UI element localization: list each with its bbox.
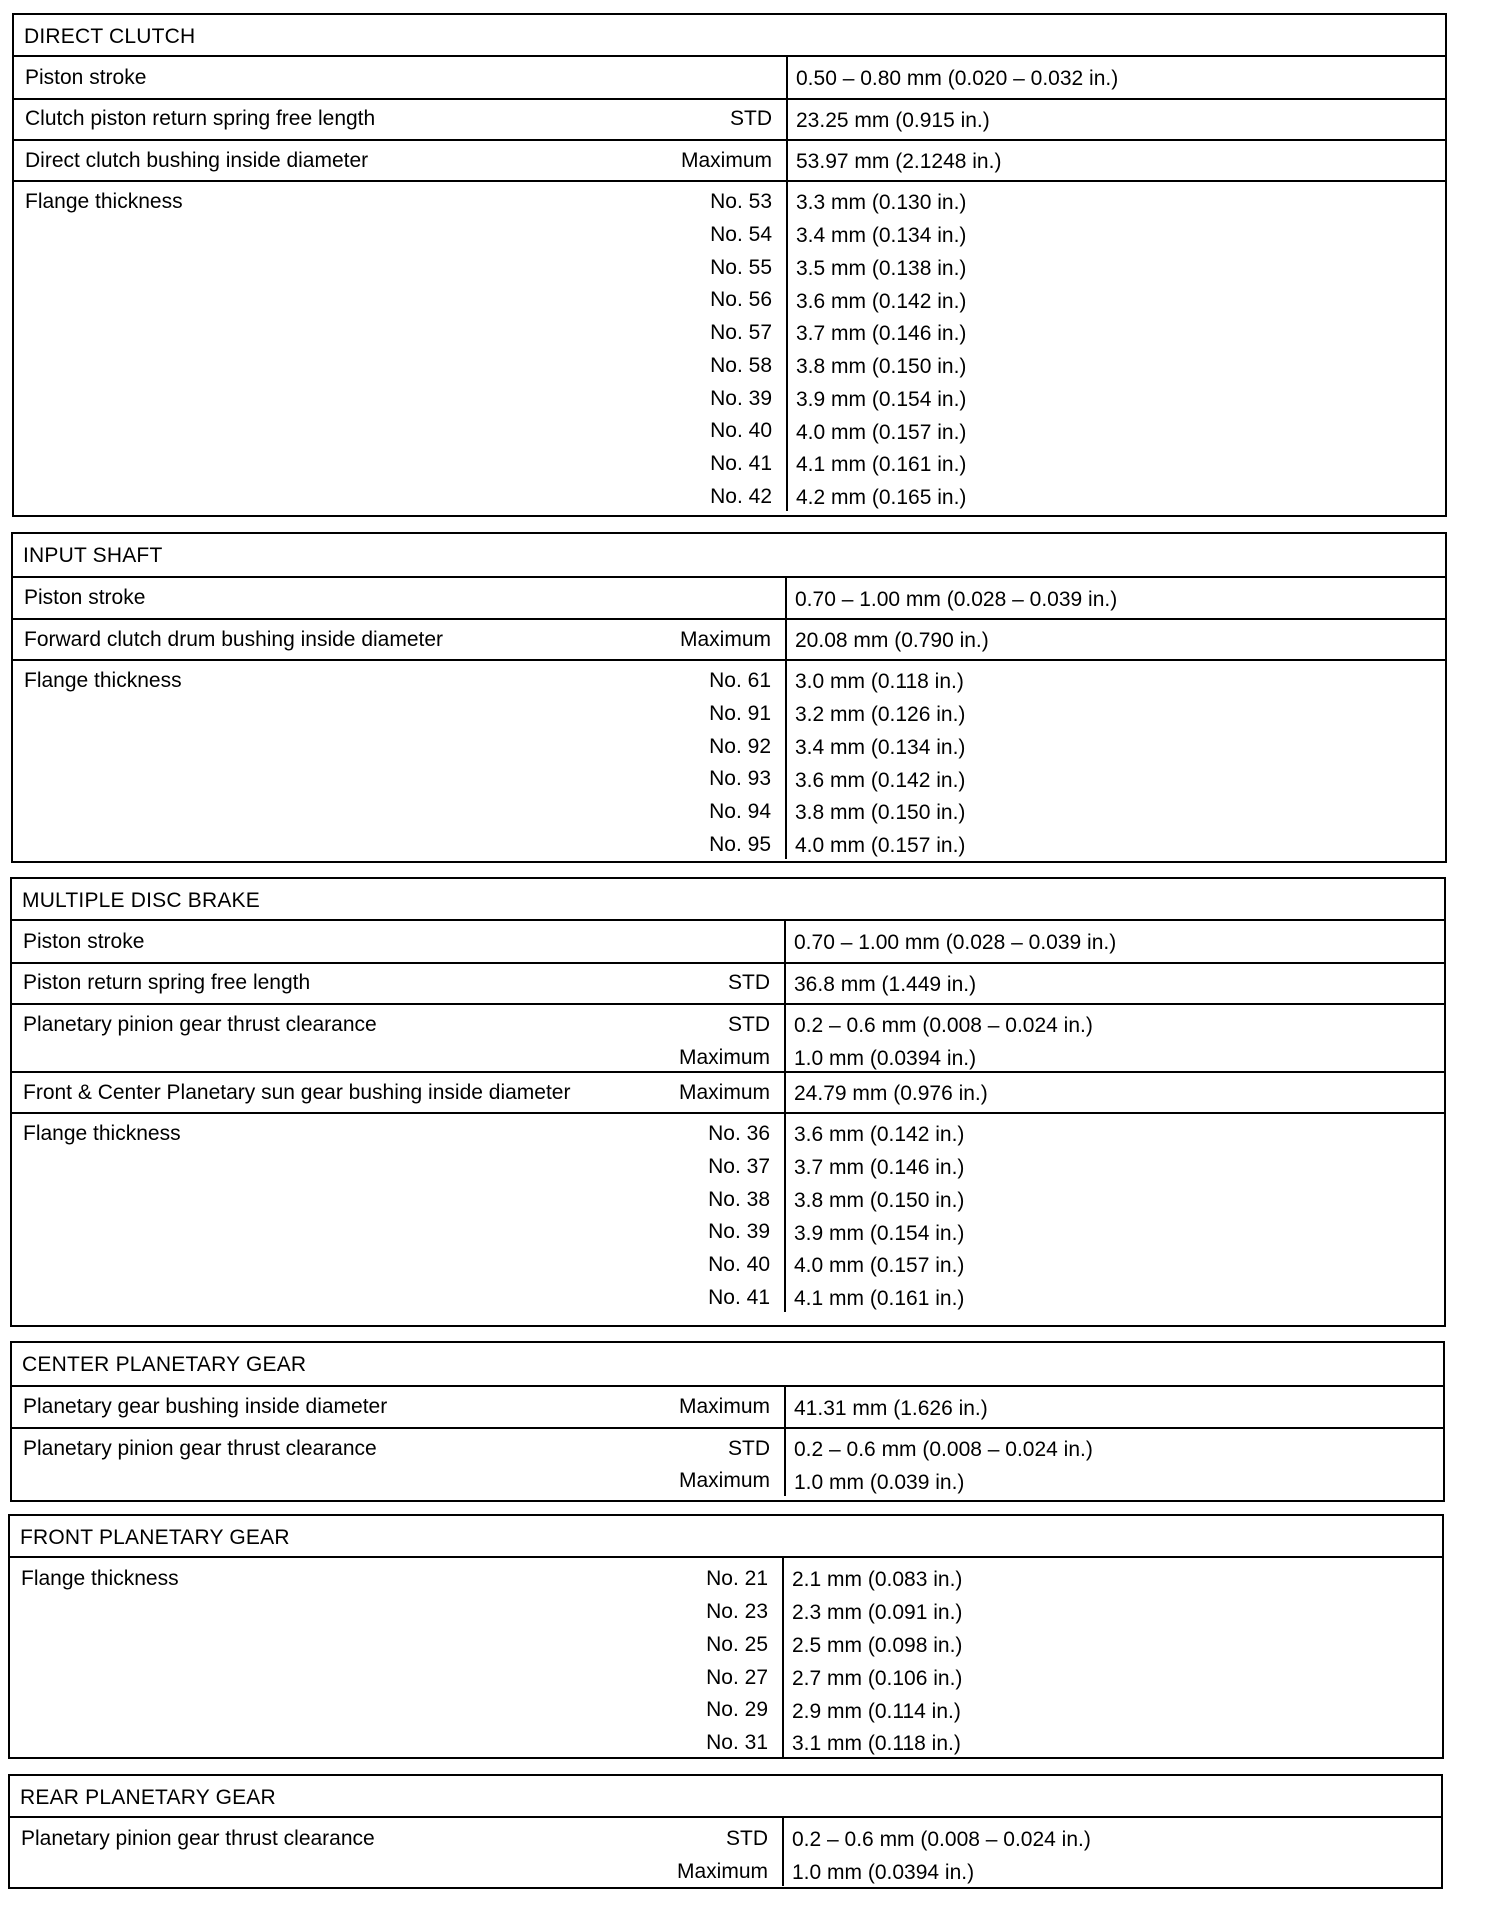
spec-value: 4.1 mm (0.161 in.) (796, 453, 967, 476)
column-divider (784, 963, 786, 1004)
spec-value: 3.8 mm (0.150 in.) (795, 801, 966, 824)
spec-value: 3.6 mm (0.142 in.) (794, 1123, 965, 1146)
spec-qualifier: No. 55 (710, 256, 772, 279)
spec-qualifier: STD (728, 971, 770, 994)
spec-qualifier: Maximum (678, 1081, 770, 1104)
spec-qualifier: No. 27 (706, 1666, 768, 1689)
spec-label: Flange thickness (25, 190, 183, 213)
spec-qualifier: STD (728, 1013, 770, 1036)
spec-value: 3.0 mm (0.118 in.) (795, 670, 964, 693)
spec-qualifier: No. 40 (710, 419, 772, 442)
spec-qualifier: No. 37 (708, 1155, 770, 1178)
spec-value: 24.79 mm (0.976 in.) (794, 1082, 988, 1105)
spec-value: 3.4 mm (0.134 in.) (796, 224, 967, 247)
spec-value: 20.08 mm (0.790 in.) (795, 629, 989, 652)
spec-value: 3.8 mm (0.150 in.) (794, 1189, 965, 1212)
spec-value: 4.0 mm (0.157 in.) (794, 1254, 965, 1277)
spec-qualifier: No. 39 (708, 1220, 770, 1243)
section-header-divider (13, 576, 1445, 578)
section-header-divider (14, 55, 1445, 57)
column-divider (786, 57, 788, 98)
spec-label: Piston stroke (23, 930, 145, 953)
spec-value: 36.8 mm (1.449 in.) (794, 973, 977, 996)
spec-value: 3.9 mm (0.154 in.) (794, 1222, 965, 1245)
spec-label: Forward clutch drum bushing inside diameter (24, 628, 444, 651)
spec-section (8, 1514, 1444, 1759)
spec-label: Planetary gear bushing inside diameter (23, 1395, 388, 1418)
column-divider (785, 660, 787, 859)
spec-qualifier: No. 25 (706, 1633, 768, 1656)
spec-label: Piston stroke (24, 586, 146, 609)
section-header-divider (10, 1556, 1442, 1558)
spec-qualifier: No. 91 (709, 702, 771, 725)
column-divider (784, 1072, 786, 1113)
column-divider (782, 1558, 784, 1757)
column-divider (784, 921, 786, 962)
spec-qualifier: No. 31 (706, 1731, 768, 1754)
spec-qualifier: No. 38 (708, 1188, 770, 1211)
spec-value: 3.7 mm (0.146 in.) (794, 1156, 965, 1179)
column-divider (784, 1004, 786, 1072)
section-header-divider (12, 1385, 1443, 1387)
spec-value: 3.4 mm (0.134 in.) (795, 736, 966, 759)
spec-value: 2.1 mm (0.083 in.) (792, 1568, 963, 1591)
spec-qualifier: STD (726, 1827, 768, 1850)
spec-qualifier: Maximum (678, 1046, 770, 1069)
row-divider (12, 1112, 1444, 1114)
column-divider (786, 181, 788, 511)
spec-qualifier: No. 41 (710, 452, 772, 475)
spec-qualifier: No. 94 (709, 800, 771, 823)
spec-qualifier: No. 42 (710, 485, 772, 508)
spec-qualifier: Maximum (680, 149, 772, 172)
spec-qualifier: No. 56 (710, 288, 772, 311)
spec-value: 3.8 mm (0.150 in.) (796, 355, 967, 378)
spec-value: 4.2 mm (0.165 in.) (796, 486, 967, 509)
spec-value: 3.5 mm (0.138 in.) (796, 257, 967, 280)
spec-qualifier: No. 61 (709, 669, 771, 692)
spec-value: 0.50 – 0.80 mm (0.020 – 0.032 in.) (796, 67, 1119, 90)
spec-value: 3.9 mm (0.154 in.) (796, 388, 967, 411)
spec-qualifier: No. 39 (710, 387, 772, 410)
spec-qualifier: No. 41 (708, 1286, 770, 1309)
section-title: MULTIPLE DISC BRAKE (22, 889, 260, 912)
spec-section (12, 13, 1447, 517)
column-divider (785, 578, 787, 619)
spec-label: Flange thickness (24, 669, 182, 692)
spec-value: 2.7 mm (0.106 in.) (792, 1667, 963, 1690)
spec-value: 0.70 – 1.00 mm (0.028 – 0.039 in.) (794, 931, 1117, 954)
row-divider (12, 962, 1444, 964)
spec-value: 1.0 mm (0.039 in.) (794, 1471, 965, 1494)
section-title: REAR PLANETARY GEAR (20, 1786, 276, 1809)
spec-value: 2.9 mm (0.114 in.) (792, 1700, 961, 1723)
spec-value: 3.6 mm (0.142 in.) (795, 769, 966, 792)
spec-value: 4.1 mm (0.161 in.) (794, 1287, 965, 1310)
column-divider (784, 1428, 786, 1496)
row-divider (14, 180, 1445, 182)
spec-label: Piston stroke (25, 66, 147, 89)
spec-qualifier: No. 36 (708, 1122, 770, 1145)
spec-value: 4.0 mm (0.157 in.) (796, 421, 967, 444)
spec-value: 2.5 mm (0.098 in.) (792, 1634, 963, 1657)
row-divider (12, 1427, 1443, 1429)
spec-qualifier: No. 40 (708, 1253, 770, 1276)
spec-qualifier: Maximum (678, 1469, 770, 1492)
section-title: DIRECT CLUTCH (24, 25, 196, 48)
spec-label: Flange thickness (21, 1567, 179, 1590)
spec-label: Planetary pinion gear thrust clearance (21, 1827, 375, 1850)
spec-qualifier: No. 57 (710, 321, 772, 344)
spec-label: Front & Center Planetary sun gear bushing inside diameter (23, 1081, 571, 1104)
spec-value: 0.2 – 0.6 mm (0.008 – 0.024 in.) (792, 1828, 1091, 1851)
spec-value: 0.70 – 1.00 mm (0.028 – 0.039 in.) (795, 588, 1118, 611)
spec-label: Flange thickness (23, 1122, 181, 1145)
spec-section (11, 532, 1447, 863)
section-title: INPUT SHAFT (23, 544, 163, 567)
spec-value: 3.1 mm (0.118 in.) (792, 1732, 961, 1755)
column-divider (782, 1818, 784, 1886)
spec-value: 3.2 mm (0.126 in.) (795, 703, 966, 726)
spec-value: 23.25 mm (0.915 in.) (796, 109, 990, 132)
spec-value: 53.97 mm (2.1248 in.) (796, 150, 1002, 173)
spec-value: 0.2 – 0.6 mm (0.008 – 0.024 in.) (794, 1014, 1093, 1037)
spec-label: Clutch piston return spring free length (25, 107, 376, 130)
spec-value: 1.0 mm (0.0394 in.) (794, 1047, 977, 1070)
spec-qualifier: No. 53 (710, 190, 772, 213)
spec-qualifier: No. 23 (706, 1600, 768, 1623)
spec-qualifier: Maximum (678, 1395, 770, 1418)
row-divider (14, 98, 1445, 100)
row-divider (12, 1003, 1444, 1005)
section-header-divider (10, 1816, 1441, 1818)
spec-qualifier: No. 21 (706, 1567, 768, 1590)
column-divider (784, 1387, 786, 1428)
spec-label: Piston return spring free length (23, 971, 311, 994)
spec-section (8, 1774, 1443, 1889)
spec-value: 3.7 mm (0.146 in.) (796, 322, 967, 345)
spec-value: 0.2 – 0.6 mm (0.008 – 0.024 in.) (794, 1438, 1093, 1461)
spec-qualifier: Maximum (676, 1860, 768, 1883)
row-divider (14, 139, 1445, 141)
section-header-divider (12, 919, 1444, 921)
spec-label: Planetary pinion gear thrust clearance (23, 1013, 377, 1036)
spec-value: 3.3 mm (0.130 in.) (796, 191, 967, 214)
spec-label: Direct clutch bushing inside diameter (25, 149, 369, 172)
column-divider (785, 619, 787, 660)
spec-qualifier: No. 54 (710, 223, 772, 246)
spec-qualifier: No. 58 (710, 354, 772, 377)
section-title: FRONT PLANETARY GEAR (20, 1526, 290, 1549)
spec-value: 2.3 mm (0.091 in.) (792, 1601, 963, 1624)
spec-value: 41.31 mm (1.626 in.) (794, 1397, 988, 1420)
column-divider (786, 140, 788, 181)
row-divider (13, 659, 1445, 661)
spec-section (10, 877, 1446, 1327)
spec-section (10, 1341, 1445, 1502)
spec-value: 4.0 mm (0.157 in.) (795, 834, 966, 857)
spec-label: Planetary pinion gear thrust clearance (23, 1437, 377, 1460)
spec-qualifier: No. 95 (709, 833, 771, 856)
row-divider (13, 618, 1445, 620)
spec-value: 1.0 mm (0.0394 in.) (792, 1861, 975, 1884)
spec-qualifier: No. 92 (709, 735, 771, 758)
column-divider (786, 99, 788, 140)
section-title: CENTER PLANETARY GEAR (22, 1353, 307, 1376)
spec-value: 3.6 mm (0.142 in.) (796, 290, 967, 313)
row-divider (12, 1071, 1444, 1073)
spec-qualifier: STD (730, 107, 772, 130)
spec-qualifier: Maximum (679, 628, 771, 651)
spec-qualifier: No. 29 (706, 1698, 768, 1721)
spec-qualifier: No. 93 (709, 767, 771, 790)
column-divider (784, 1113, 786, 1312)
spec-qualifier: STD (728, 1437, 770, 1460)
